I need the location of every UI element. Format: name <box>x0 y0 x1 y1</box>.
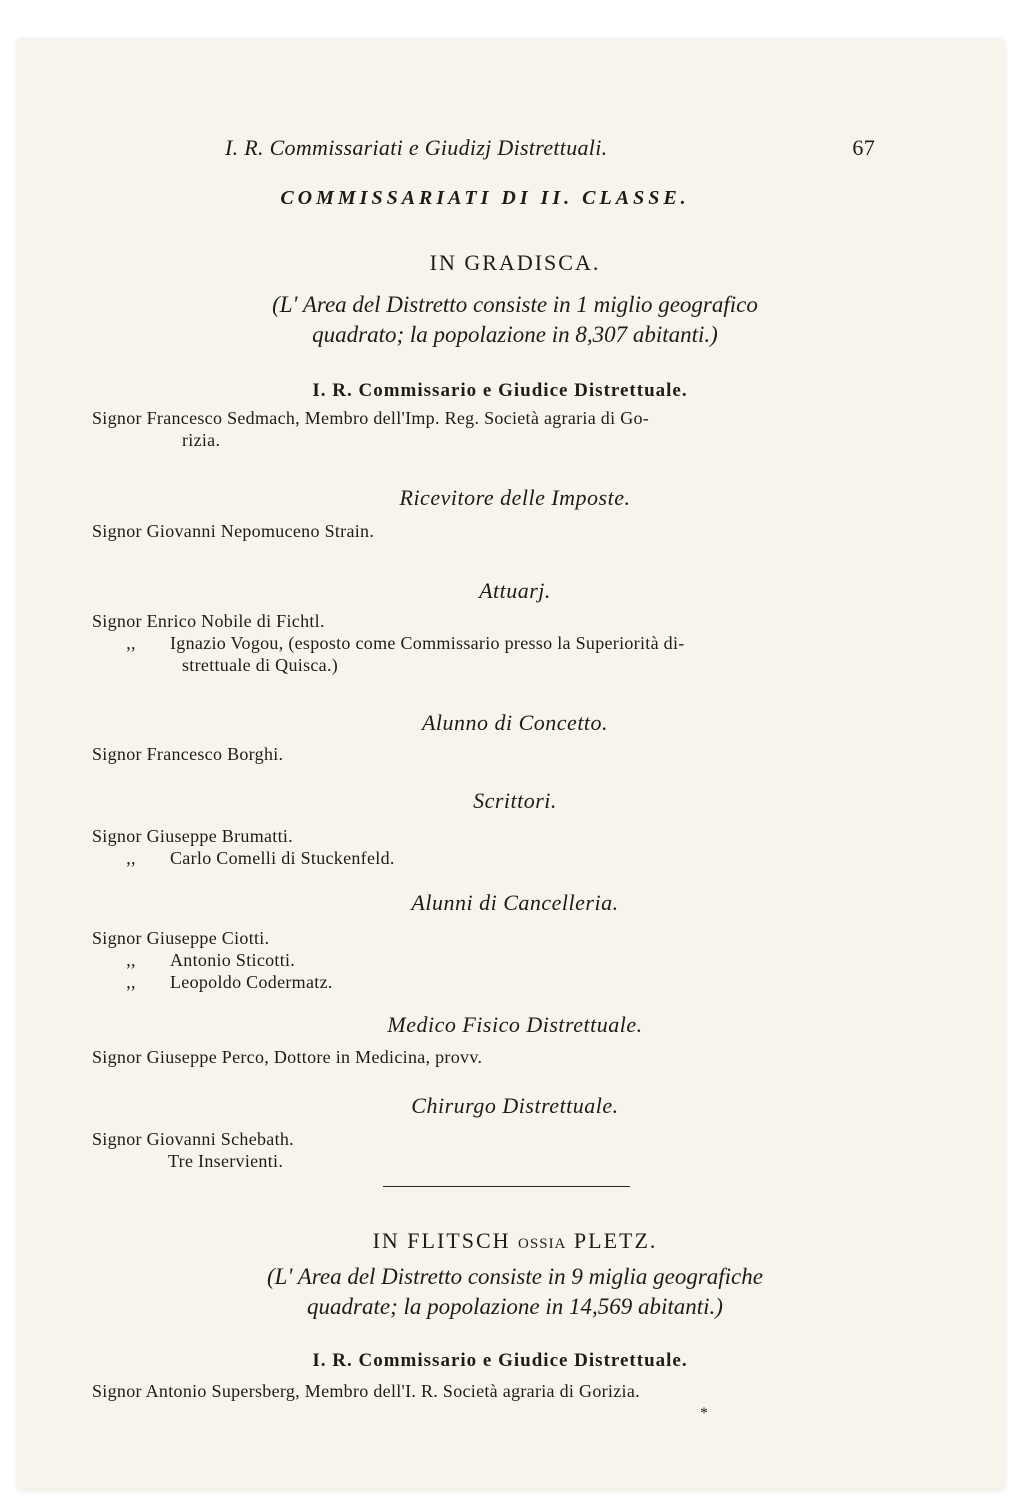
location-heading-gradisca: IN GRADISCA. <box>429 250 601 275</box>
ricevitore-entry: Signor Giovanni Nepomuceno Strain. <box>92 521 375 541</box>
entry-text: Antonio Sticotti. <box>170 950 296 970</box>
entry-line: Signor Francesco Sedmach, Membro dell'Imp. Reg. Società agraria di Go- <box>92 408 650 428</box>
medico-entry: Signor Giuseppe Perco, Dottore in Medicina, provv. <box>92 1047 483 1067</box>
class-title: COMMISSARIATI DI II. CLASSE. <box>280 187 690 209</box>
list-item: Signor Giuseppe Ciotti. <box>92 928 270 948</box>
list-item: Signor Enrico Nobile di Fichtl. <box>92 611 325 631</box>
area-line: (L' Area del Distretto consiste in 1 miglio geografico <box>272 292 758 317</box>
area-line: quadrato; la popolazione in 8,307 abitanti.) <box>312 322 718 347</box>
area-note-gradisca <box>150 290 880 350</box>
commissario-heading: I. R. Commissario e Giudice Distrettuale. <box>312 380 688 401</box>
entry-text: Carlo Comelli di Stuckenfeld. <box>170 848 395 868</box>
commissario-heading-flitsch: I. R. Commissario e Giudice Distrettuale. <box>312 1350 688 1371</box>
section-heading-alunno: Alunno di Concetto. <box>421 710 609 735</box>
footer-asterisk: * <box>700 1405 708 1422</box>
section-heading-chirurgo: Chirurgo Distrettuale. <box>411 1093 619 1118</box>
page-number: 67 <box>852 135 875 160</box>
heading-part: PLETZ. <box>573 1228 658 1253</box>
list-item: Tre Inservienti. <box>168 1151 284 1171</box>
entry-text: Leopoldo Codermatz. <box>170 972 333 992</box>
section-heading-ricevitore: Ricevitore delle Imposte. <box>399 485 631 510</box>
section-heading-attuarj: Attuarj. <box>479 578 551 603</box>
scrittori-list <box>92 825 872 869</box>
alunno-entry: Signor Francesco Borghi. <box>92 744 284 764</box>
section-heading-cancelleria: Alunni di Cancelleria. <box>411 890 619 915</box>
entry-line: rizia. <box>182 430 221 450</box>
running-title: I. R. Commissariati e Giudizj Distrettuali. <box>225 135 608 160</box>
running-header <box>225 135 875 161</box>
location-heading-flitsch <box>150 1228 880 1254</box>
section-heading-scrittori: Scrittori. <box>473 788 557 813</box>
ditto-mark: ,, <box>126 633 136 653</box>
list-item <box>92 847 872 869</box>
heading-part: OSSIA <box>518 1236 567 1252</box>
ditto-mark: ,, <box>126 848 136 868</box>
chirurgo-list <box>92 1128 872 1172</box>
commissario-entry-flitsch: Signor Antonio Supersberg, Membro dell'I. R. Società agraria di Gorizia. <box>92 1381 640 1401</box>
list-item: Signor Giuseppe Brumatti. <box>92 826 293 846</box>
list-item <box>92 949 872 971</box>
heading-part: IN FLITSCH <box>372 1228 511 1253</box>
ditto-mark: ,, <box>126 950 136 970</box>
attuarj-list <box>92 610 872 676</box>
list-item <box>92 971 872 993</box>
list-item <box>92 632 872 654</box>
list-item-continuation: strettuale di Quisca.) <box>182 655 339 675</box>
section-divider <box>383 1186 630 1187</box>
area-note-flitsch <box>150 1262 880 1322</box>
entry-text: Ignazio Vogou, (esposto come Commissario presso la Superiorità di- <box>170 633 685 653</box>
ditto-mark: ,, <box>126 972 136 992</box>
area-line: quadrate; la popolazione in 14,569 abitanti.) <box>307 1294 723 1319</box>
commissario-entry <box>92 407 872 451</box>
list-item: Signor Giovanni Schebath. <box>92 1129 294 1149</box>
area-line: (L' Area del Distretto consiste in 9 miglia geografiche <box>267 1264 763 1289</box>
section-heading-medico: Medico Fisico Distrettuale. <box>387 1012 643 1037</box>
cancelleria-list <box>92 927 872 993</box>
